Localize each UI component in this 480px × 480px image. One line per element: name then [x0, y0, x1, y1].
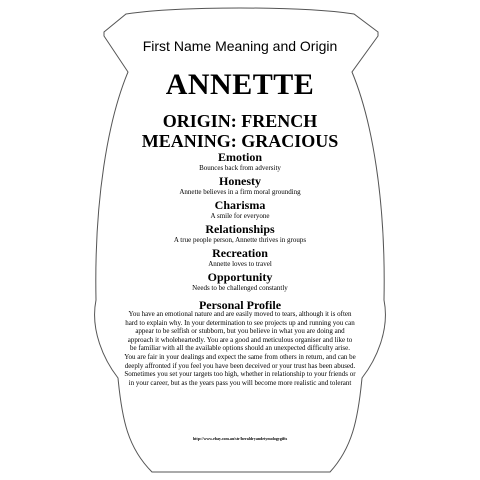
trait-emotion	[120, 151, 360, 175]
origin-line: ORIGIN: FRENCH	[162, 111, 318, 131]
trait-recreation	[120, 247, 360, 271]
meaning-line: MEANING: GRACIOUS	[141, 131, 339, 151]
trait-title: Relationships	[205, 222, 275, 236]
trait-relationships	[120, 223, 360, 247]
trait-desc: Annette loves to travel	[208, 260, 272, 268]
trait-honesty	[120, 175, 360, 199]
first-name: ANNETTE	[165, 68, 315, 101]
traits-list	[120, 151, 360, 295]
trait-title: Emotion	[217, 150, 262, 164]
trait-title: Charisma	[214, 198, 266, 212]
trait-title: Honesty	[219, 174, 261, 188]
footer-url: http://www.ebay.com.au/str/heraldryandetymologygifts	[192, 436, 288, 441]
trait-title: Opportunity	[207, 270, 273, 284]
trait-desc: Needs to be challenged constantly	[192, 284, 288, 292]
trait-opportunity	[120, 271, 360, 295]
origin-block	[96, 111, 384, 151]
trait-title: Recreation	[212, 246, 268, 260]
profile-title: Personal Profile	[198, 298, 282, 312]
profile-text: You have an emotional nature and are easily moved to tears, although it is often hard to explain why. In your determination to see projects up and running you can appear to be selfish or stubborn, but you believe in what you are doing and approach it wholeheartedly. You are a good and meticulous organiser and like to be familiar with all the available options should an unexpected difficulty arise. You are fair in your dealings and expect the same from others in return, and can be deeply affronted if you feel you have been deceived or your trust has been abused. Sometimes you set your targets too high, whether in relationship to your friends or in your career, but as the years pass you will become more realistic and tolerant	[124, 310, 356, 387]
trait-desc: Annette believes in a firm moral grounding	[179, 188, 301, 196]
trait-desc: A smile for everyone	[210, 212, 270, 220]
trait-desc: A true people person, Annette thrives in groups	[173, 236, 307, 244]
trait-charisma	[120, 199, 360, 223]
trait-desc: Bounces back from adversity	[199, 164, 281, 172]
card-header: First Name Meaning and Origin	[142, 38, 338, 54]
